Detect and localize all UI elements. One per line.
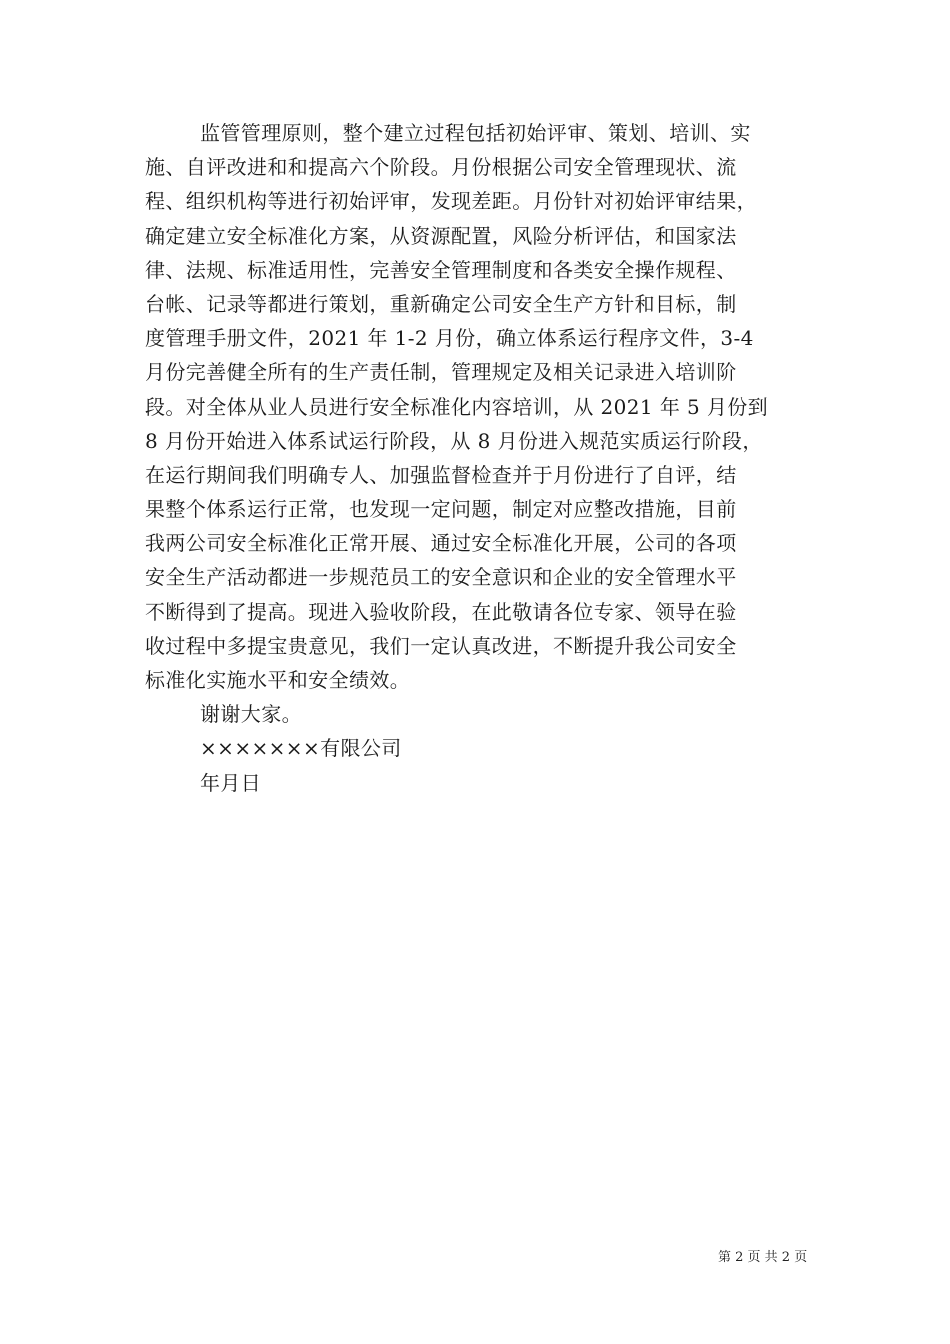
paragraph-line: 果整个体系运行正常，也发现一定问题，制定对应整改措施，目前 xyxy=(145,497,737,522)
page-number: 第 2 页 共 2 页 xyxy=(718,1250,808,1265)
paragraph-line: 律、法规、标准适用性，完善安全管理制度和各类安全操作规程、 xyxy=(145,257,737,282)
paragraph-line: 标准化实施水平和安全绩效。 xyxy=(145,668,411,692)
paragraph-line: 施、自评改进和和提高六个阶段。月份根据公司安全管理现状、流 xyxy=(145,155,737,180)
paragraph-line: 我两公司安全标准化正常开展、通过安全标准化开展，公司的各项 xyxy=(145,531,737,556)
closing-thanks: 谢谢大家。 xyxy=(200,702,302,727)
paragraph-line: 监管管理原则，整个建立过程包括初始评审、策划、培训、实 xyxy=(200,121,751,145)
paragraph-line: 程、组织机构等进行初始评审，发现差距。月份针对初始评审结果， xyxy=(145,189,757,214)
paragraph-line: 收过程中多提宝贵意见，我们一定认真改进，不断提升我公司安全 xyxy=(145,633,737,658)
paragraph-line: 台帐、记录等都进行策划，重新确定公司安全生产方针和目标，制 xyxy=(145,291,737,316)
signature-date: 年月日 xyxy=(200,770,262,795)
paragraph-line: 8 月份开始进入体系试运行阶段，从 8 月份进入规范实质运行阶段， xyxy=(145,428,763,453)
paragraph-line: 在运行期间我们明确专人、加强监督检查并于月份进行了自评，结 xyxy=(145,462,737,487)
paragraph-line: 度管理手册文件，2021 年 1-2 月份，确立体系运行程序文件，3-4 xyxy=(145,326,754,351)
paragraph-line: 段。对全体从业人员进行安全标准化内容培训，从 2021 年 5 月份到 xyxy=(145,394,769,419)
paragraph-line: 不断得到了提高。现进入验收阶段，在此敬请各位专家、领导在验 xyxy=(145,599,737,624)
paragraph-line: 确定建立安全标准化方案，从资源配置，风险分析评估，和国家法 xyxy=(145,223,737,248)
paragraph-line: 月份完善健全所有的生产责任制，管理规定及相关记录进入培训阶 xyxy=(145,360,737,385)
company-name: ×××××××有限公司 xyxy=(200,736,402,761)
paragraph-line: 安全生产活动都进一步规范员工的安全意识和企业的安全管理水平 xyxy=(145,565,737,590)
document-body xyxy=(145,116,810,800)
